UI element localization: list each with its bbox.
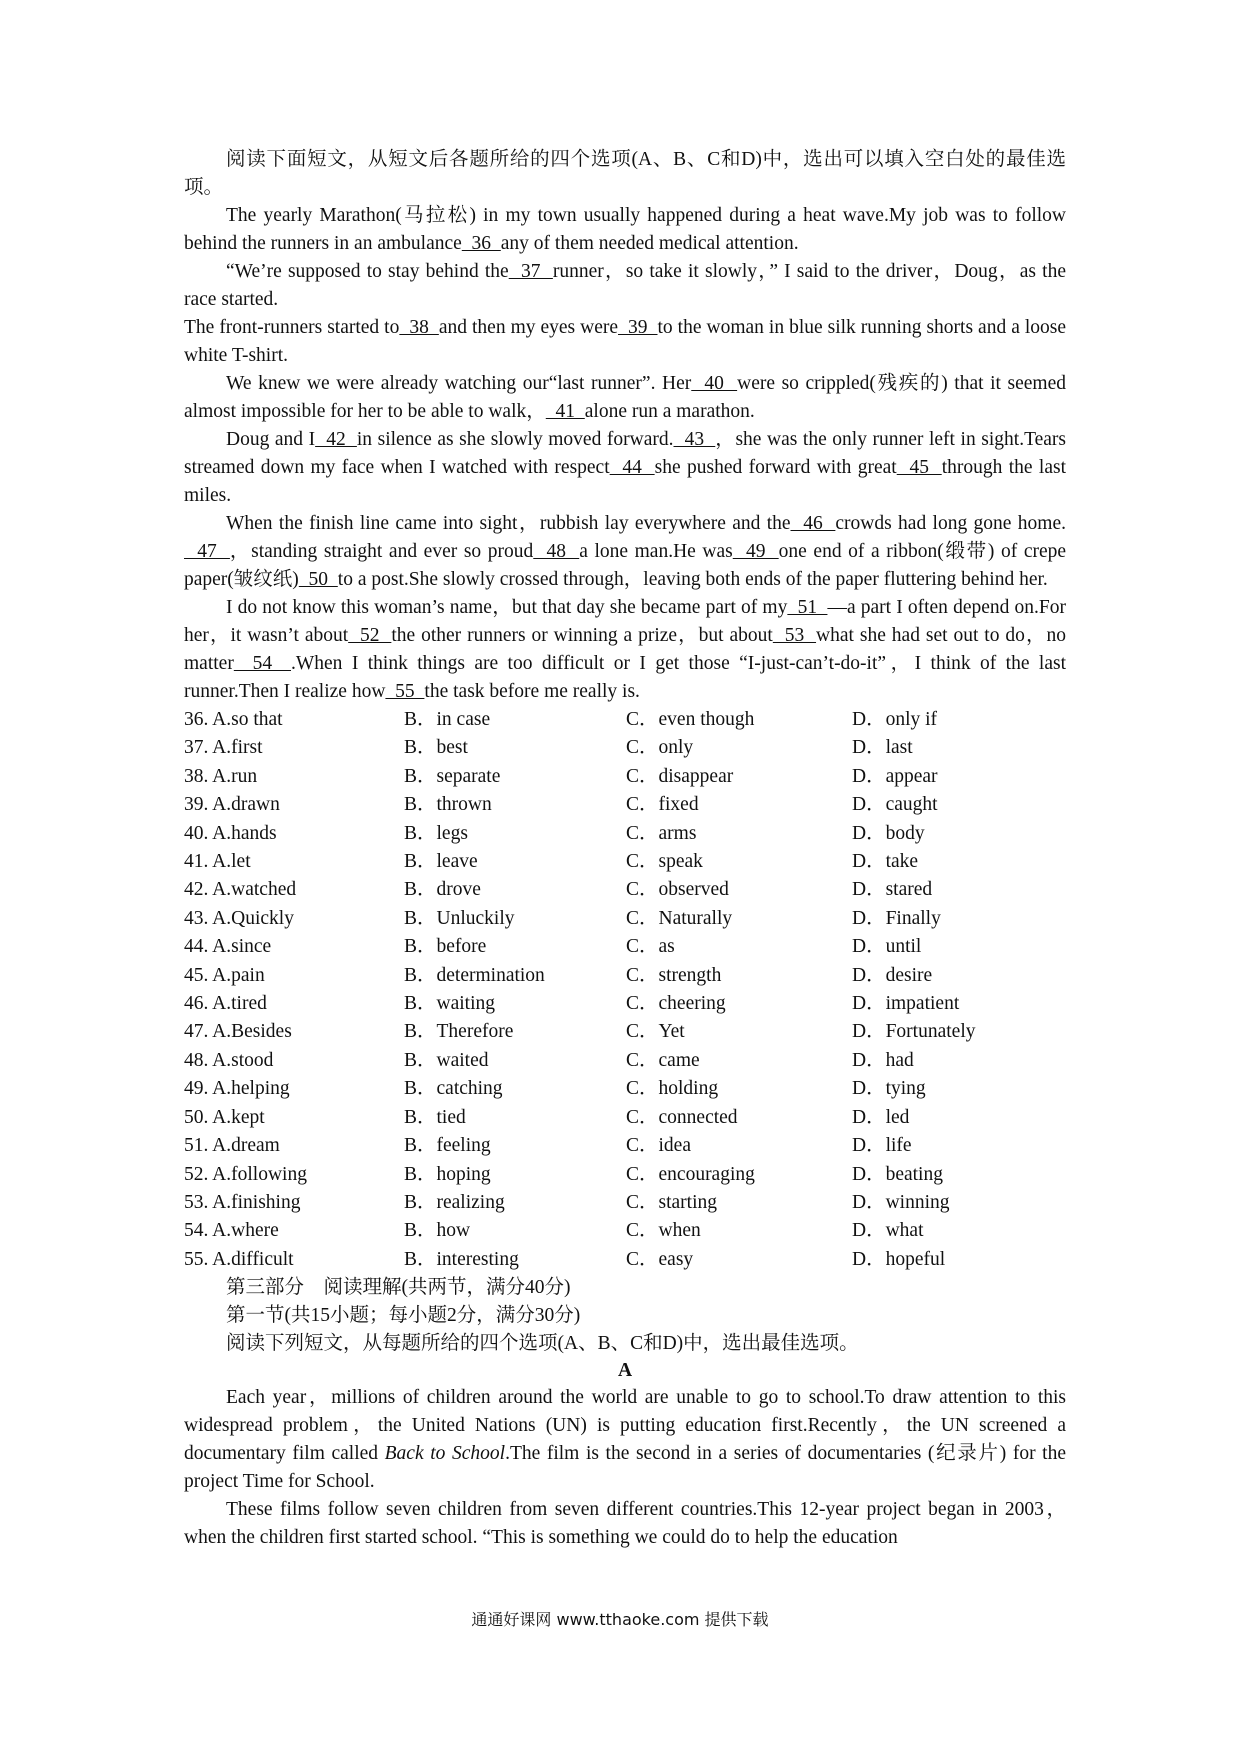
option-choice: B．determination bbox=[404, 964, 545, 986]
option-choice: B．waited bbox=[404, 1049, 489, 1071]
option-choice: D．led bbox=[852, 1106, 910, 1128]
option-choice: 41. A.let bbox=[184, 851, 251, 873]
option-choice: 47. A.Besides bbox=[184, 1021, 292, 1043]
passage-text: she pushed forward with great bbox=[654, 457, 897, 478]
option-choice: D．appear bbox=[852, 765, 938, 787]
passage-text: ，standing straight and ever so proud bbox=[229, 541, 534, 562]
option-choice: B．in case bbox=[404, 709, 491, 730]
option-row bbox=[184, 848, 1066, 876]
blank-53: 53 bbox=[772, 625, 817, 646]
passage-text: .When I think things are too difficult or I get those “I-just-can’t-do-it”，I think of the last runner.Then I realize how bbox=[184, 653, 1067, 702]
option-choice: 46. A.tired bbox=[184, 993, 267, 1015]
passage-text: The front-runners started to bbox=[184, 317, 400, 338]
option-row bbox=[184, 820, 1066, 848]
option-choice: D．take bbox=[852, 851, 919, 873]
option-choice: C．when bbox=[626, 1220, 701, 1242]
blank-46: 46 bbox=[790, 513, 836, 534]
option-choice: D．last bbox=[852, 737, 913, 759]
option-choice: C．cheering bbox=[626, 993, 726, 1015]
blank-47: 47 bbox=[184, 541, 230, 562]
option-choice: C．observed bbox=[626, 879, 729, 901]
passage-a-paragraph bbox=[184, 1384, 1066, 1496]
option-choice: D．tying bbox=[852, 1078, 926, 1100]
option-row bbox=[184, 791, 1066, 819]
option-choice: 54. A.where bbox=[184, 1220, 279, 1242]
option-choice: D．only if bbox=[852, 709, 938, 730]
blank-49: 49 bbox=[732, 541, 779, 562]
passage-text: The yearly Marathon(马拉松) in my town usually happened during a heat wave.My job was to follow behind the runners in an ambulance bbox=[184, 205, 1066, 254]
option-row bbox=[184, 1246, 1066, 1274]
option-choice: 43. A.Quickly bbox=[184, 907, 294, 929]
passage-text: When the finish line came into sight，rubbish lay everywhere and the bbox=[226, 513, 791, 534]
blank-42: 42 bbox=[315, 429, 357, 450]
option-choice: D．hopeful bbox=[852, 1248, 946, 1270]
option-choice: C．idea bbox=[626, 1135, 691, 1157]
option-choice: B．hoping bbox=[404, 1163, 491, 1185]
blank-48: 48 bbox=[533, 541, 580, 562]
option-choice: D．body bbox=[852, 822, 925, 844]
option-choice: C．as bbox=[626, 936, 675, 958]
option-choice: 55. A.difficult bbox=[184, 1248, 294, 1270]
option-choice: C．connected bbox=[626, 1106, 738, 1128]
passage-text: I do not know this woman’s name，but that day she became part of my bbox=[226, 597, 788, 618]
option-row bbox=[184, 706, 1066, 734]
answer-options bbox=[184, 706, 1066, 1274]
passage-a-paragraph: These films follow seven children from seven different countries.This 12-year project began in 2003，when the children first started school. “This is something we could do to help the education bbox=[184, 1499, 1066, 1549]
option-choice: C．fixed bbox=[626, 794, 699, 816]
option-choice: C．easy bbox=[626, 1248, 694, 1270]
passage-text: were so crippled(残疾的) that it seemed almost impossible for her to be able to walk， bbox=[184, 373, 1067, 422]
option-choice: 42. A.watched bbox=[184, 879, 297, 901]
passage-text: and then my eyes were bbox=[438, 317, 619, 338]
option-choice: 52. A.following bbox=[184, 1163, 307, 1185]
option-choice: 48. A.stood bbox=[184, 1049, 274, 1071]
option-choice: B．Therefore bbox=[404, 1021, 514, 1043]
option-choice: 49. A.helping bbox=[184, 1078, 290, 1100]
option-choice: B．legs bbox=[404, 822, 468, 844]
passage-a-text: .The film is the second in a series of documentaries (纪录片) for the project Time for School. bbox=[184, 1443, 1067, 1493]
passage-a-label: A bbox=[617, 1360, 633, 1382]
passage-paragraph bbox=[184, 314, 1066, 370]
option-choice: C．encouraging bbox=[626, 1163, 755, 1185]
option-choice: 45. A.pain bbox=[184, 964, 265, 986]
blank-55: 55 bbox=[385, 681, 425, 702]
blank-38: 38 bbox=[399, 317, 439, 338]
passage-text: Doug and I bbox=[226, 429, 316, 450]
option-choice: B．drove bbox=[404, 879, 481, 901]
passage-text: through the last miles. bbox=[184, 457, 1066, 506]
option-choice: D．winning bbox=[852, 1191, 950, 1213]
passage-text: to the woman in blue silk running shorts and a loose white T-shirt. bbox=[184, 317, 1067, 366]
passage-text: ，she was the only runner left in sight.Tears streamed down my face when I watched with respect bbox=[184, 429, 1067, 478]
option-row bbox=[184, 1018, 1066, 1046]
option-choice: C．came bbox=[626, 1049, 700, 1071]
option-choice: D．until bbox=[852, 936, 922, 958]
option-choice: C．holding bbox=[626, 1078, 719, 1100]
option-choice: B．tied bbox=[404, 1106, 466, 1128]
option-row bbox=[184, 990, 1066, 1018]
option-choice: C．only bbox=[626, 737, 694, 759]
option-choice: D．what bbox=[852, 1220, 924, 1242]
blank-51: 51 bbox=[787, 597, 828, 618]
passage-text: the other runners or winning a prize，but about bbox=[391, 625, 773, 646]
option-choice: B．Unluckily bbox=[404, 907, 515, 929]
option-choice: D．caught bbox=[852, 794, 938, 816]
option-row bbox=[184, 1132, 1066, 1160]
option-row bbox=[184, 1047, 1066, 1075]
option-choice: D．impatient bbox=[852, 993, 960, 1015]
option-row bbox=[184, 1189, 1066, 1217]
blank-52: 52 bbox=[348, 625, 392, 646]
option-choice: 51. A.dream bbox=[184, 1135, 280, 1157]
option-choice: C．strength bbox=[626, 964, 722, 986]
passage-text: alone run a marathon. bbox=[584, 401, 755, 422]
option-choice: B．separate bbox=[404, 765, 501, 787]
option-choice: C．even though bbox=[626, 709, 755, 730]
option-row bbox=[184, 1161, 1066, 1189]
option-row bbox=[184, 734, 1066, 762]
option-choice: D．life bbox=[852, 1135, 912, 1157]
option-row bbox=[184, 1217, 1066, 1245]
passage-paragraph bbox=[184, 594, 1066, 706]
footer-credit: 通通好课网 www.tthaoke.com 提供下载 bbox=[471, 1610, 769, 1629]
option-choice: 44. A.since bbox=[184, 936, 272, 958]
blank-41: 41 bbox=[545, 401, 585, 422]
passage-paragraph bbox=[184, 258, 1066, 314]
passage-text: runner，so take it slowly，” I said to the driver，Doug，as the race started. bbox=[184, 261, 1066, 310]
exam-page bbox=[184, 146, 1066, 1552]
cloze-passage bbox=[184, 202, 1066, 706]
option-row bbox=[184, 962, 1066, 990]
option-choice: D．stared bbox=[852, 879, 933, 901]
passage-paragraph bbox=[184, 510, 1066, 594]
option-choice: B．leave bbox=[404, 851, 478, 873]
blank-37: 37 bbox=[508, 261, 553, 282]
option-row bbox=[184, 933, 1066, 961]
option-choice: B．how bbox=[404, 1220, 471, 1242]
blank-44: 44 bbox=[609, 457, 655, 478]
option-choice: C．speak bbox=[626, 851, 703, 873]
option-choice: 40. A.hands bbox=[184, 822, 277, 844]
passage-text: in silence as she slowly moved forward. bbox=[356, 429, 674, 450]
passage-paragraph bbox=[184, 202, 1066, 258]
option-choice: D．had bbox=[852, 1049, 914, 1071]
passage-text: what she had set out to do，no matter bbox=[184, 625, 1066, 674]
blank-43: 43 bbox=[673, 429, 716, 450]
blank-39: 39 bbox=[618, 317, 658, 338]
option-choice: C．disappear bbox=[626, 765, 734, 787]
passage-text: any of them needed medical attention. bbox=[500, 233, 799, 254]
passage-text: “We’re supposed to stay behind the bbox=[226, 261, 509, 282]
option-choice: B．feeling bbox=[404, 1135, 491, 1157]
blank-36: 36 bbox=[461, 233, 501, 254]
option-choice: B．catching bbox=[404, 1078, 503, 1100]
option-choice: 50. A.kept bbox=[184, 1106, 265, 1128]
passage-a-text: Each year，millions of children around the world are unable to go to school.To draw attention to this widespread problem，the United Nations (UN) is putting education first.Recently，the UN screened a documentary film called bbox=[184, 1387, 1066, 1465]
passage-text: one end of a ribbon(缎带) of crepe paper(皱纹纸) bbox=[184, 541, 1067, 590]
passage-text: crowds had long gone home. bbox=[835, 513, 1066, 534]
option-choice: D．Fortunately bbox=[852, 1021, 976, 1043]
option-choice: B．waiting bbox=[404, 993, 495, 1015]
cloze-instructions: 阅读下面短文，从短文后各题所给的四个选项(A、B、C和D)中，选出可以填入空白处的最佳选项。 bbox=[184, 149, 1066, 198]
option-choice: 36. A.so that bbox=[184, 709, 283, 730]
section1-instructions: 阅读下列短文，从每题所给的四个选项(A、B、C和D)中，选出最佳选项。 bbox=[226, 1333, 859, 1355]
section1-title: 第一节(共15小题；每小题2分，满分30分) bbox=[226, 1305, 581, 1327]
option-row bbox=[184, 876, 1066, 904]
blank-50: 50 bbox=[298, 569, 338, 590]
option-choice: 53. A.finishing bbox=[184, 1191, 301, 1213]
passage-text: a lone man.He was bbox=[579, 541, 733, 562]
passage-text: the task before me really is. bbox=[424, 681, 640, 702]
option-choice: B．thrown bbox=[404, 794, 492, 816]
option-choice: D．beating bbox=[852, 1163, 943, 1185]
passage-text: to a post.She slowly crossed through，leaving both ends of the paper fluttering behind her. bbox=[337, 569, 1048, 590]
option-choice: 38. A.run bbox=[184, 765, 258, 787]
option-choice: B．before bbox=[404, 936, 487, 958]
passage-paragraph bbox=[184, 426, 1066, 510]
blank-54: 54 bbox=[233, 653, 291, 674]
option-choice: C．Yet bbox=[626, 1021, 685, 1043]
option-choice: 39. A.drawn bbox=[184, 794, 280, 816]
option-choice: B．interesting bbox=[404, 1248, 519, 1270]
option-choice: B．best bbox=[404, 737, 468, 759]
option-choice: 37. A.first bbox=[184, 737, 263, 759]
film-title: Back to School bbox=[384, 1443, 506, 1465]
option-choice: C．Naturally bbox=[626, 907, 733, 929]
option-choice: D．desire bbox=[852, 964, 933, 986]
option-choice: C．starting bbox=[626, 1191, 717, 1213]
part3-title: 第三部分 阅读理解(共两节，满分40分) bbox=[226, 1277, 571, 1299]
option-row bbox=[184, 763, 1066, 791]
option-choice: C．arms bbox=[626, 822, 697, 844]
option-choice: B．realizing bbox=[404, 1191, 505, 1213]
option-row bbox=[184, 1104, 1066, 1132]
blank-45: 45 bbox=[896, 457, 942, 478]
option-choice: D．Finally bbox=[852, 907, 941, 929]
option-row bbox=[184, 905, 1066, 933]
option-row bbox=[184, 1075, 1066, 1103]
passage-text: —a part I often depend on.For her，it wasn’t about bbox=[184, 597, 1066, 646]
blank-40: 40 bbox=[691, 373, 738, 394]
passage-text: We knew we were already watching our“last runner”. Her bbox=[226, 373, 692, 394]
passage-paragraph bbox=[184, 370, 1066, 426]
